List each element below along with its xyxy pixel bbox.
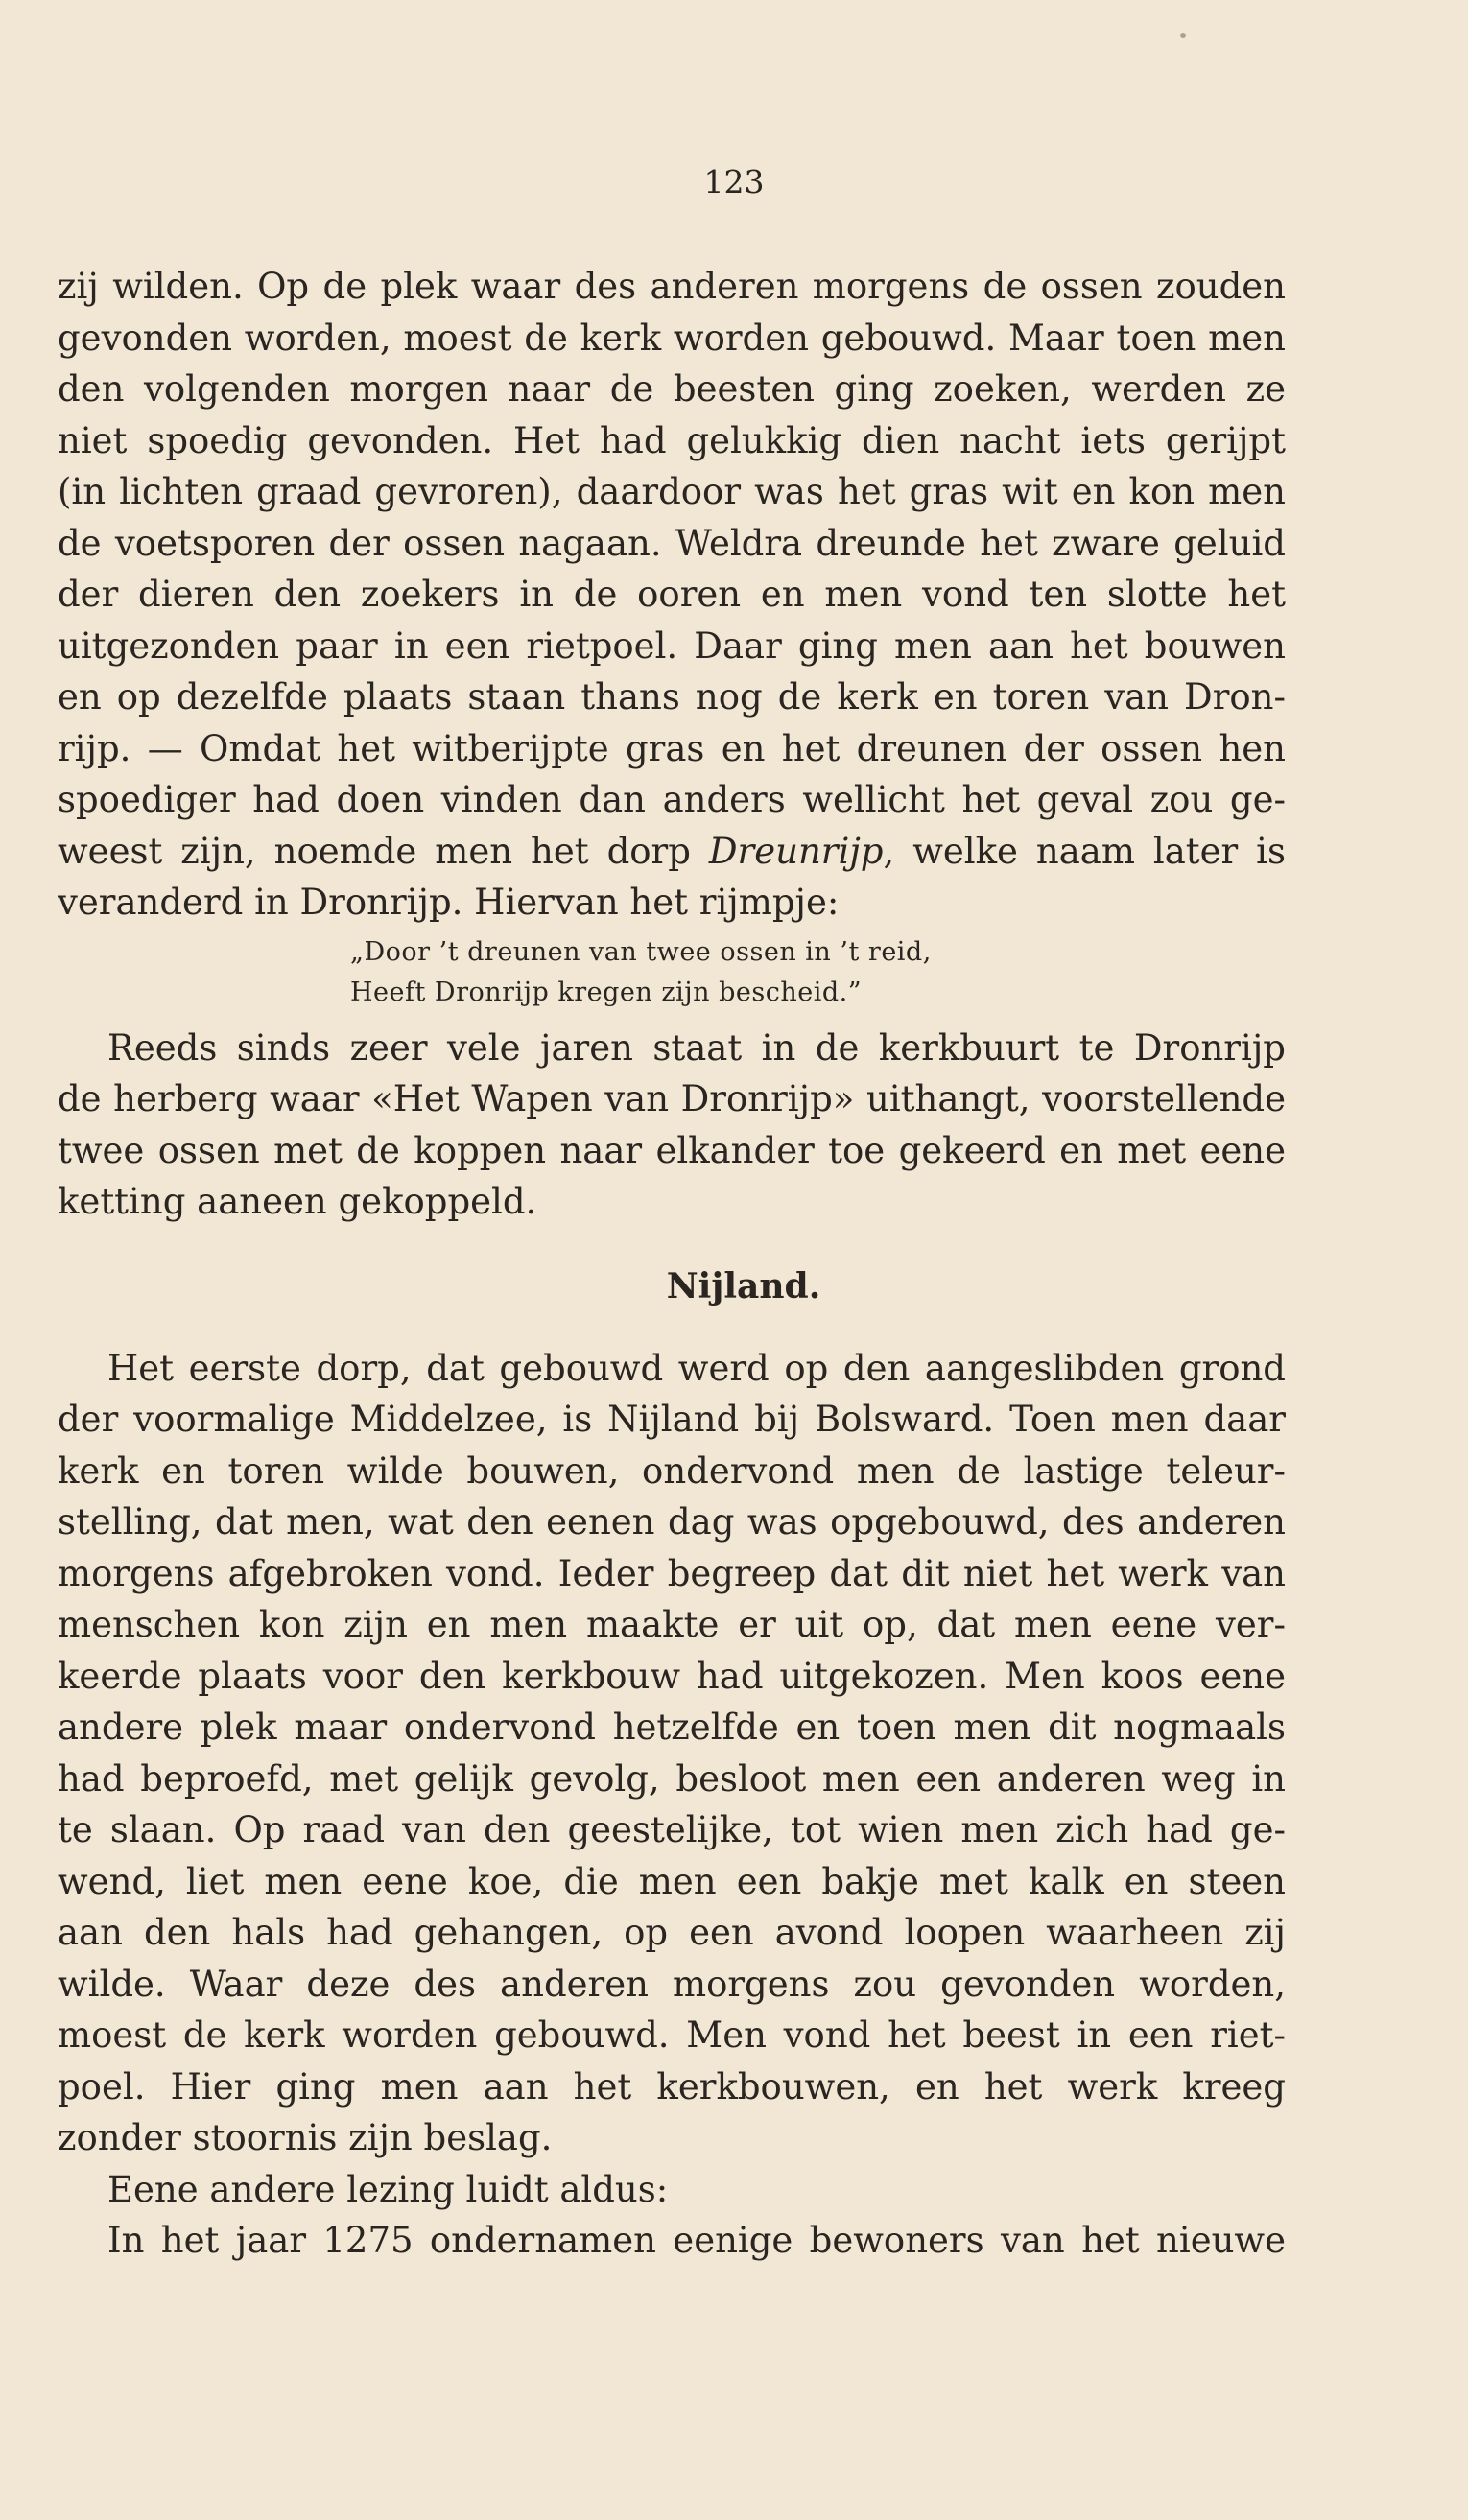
text-segment: , welke naam later is: [883, 830, 1286, 872]
text-line: de voetsporen der ossen nagaan. Weldra dreunde het zware geluid: [58, 522, 1286, 564]
rhyme-quote: [58, 932, 1286, 1013]
text-line: den volgenden morgen naar de beesten ging zoeken, werden ze: [58, 368, 1286, 410]
text-line: en op dezelfde plaats staan thans nog de kerk en toren van Dron-: [58, 676, 1286, 718]
text-line: zonder stoornis zijn beslag.: [58, 2117, 553, 2158]
paragraph-herberg: [58, 1023, 1286, 1228]
text-line-with-italic: [58, 826, 1286, 878]
text-line: spoediger had doen vinden dan anders wellicht het geval zou ge-: [58, 779, 1286, 820]
paragraph-jaar-1275: [58, 2215, 1286, 2267]
text-line: kerk en toren wilde bouwen, ondervond men de lastige teleur-: [58, 1449, 1286, 1492]
text-line: andere plek maar ondervond hetzelfde en toen men dit nogmaals: [58, 1707, 1286, 1748]
text-line: der dieren den zoekers in de ooren en men vond ten slotte het: [58, 574, 1286, 615]
text-line: zij wilden. Op de plek waar des anderen morgens de ossen zouden: [58, 266, 1286, 307]
text-line: aan den hals had gehangen, op een avond loopen waarheen zij: [58, 1912, 1286, 1953]
text-line: niet spoedig gevonden. Het had gelukkig dien nacht iets gerijpt: [58, 419, 1286, 461]
text-line: (in lichten graad gevroren), daardoor was het gras wit en kon men: [58, 471, 1286, 512]
text-line: menschen kon zijn en men maakte er uit op, dat men eene ver-: [58, 1604, 1286, 1645]
text-segment: weest zijn, noemde men het dorp: [58, 830, 709, 872]
text-line: stelling, dat men, wat den eenen dag was opgebouwd, des anderen: [58, 1501, 1286, 1543]
text-line: gevonden worden, moest de kerk worden gebouwd. Maar toen men: [58, 317, 1286, 359]
paragraph-nijland: [58, 1343, 1286, 2164]
text-line: uitgezonden paar in een rietpoel. Daar ging men aan het bouwen: [58, 624, 1286, 667]
text-line: morgens afgebroken vond. Ieder begreep dat dit niet het werk van: [58, 1552, 1286, 1594]
text-line: Het eerste dorp, dat gebouwd werd op den aangeslibden grond: [107, 1347, 1286, 1389]
rhyme-line: „Door ’t dreunen van twee ossen in ’t reid,: [350, 936, 932, 967]
text-line: ketting aaneen gekoppeld.: [58, 1181, 537, 1222]
italic-village-name: Dreunrijp: [708, 830, 884, 872]
page-number: 123: [703, 163, 765, 200]
text-line: poel. Hier ging men aan het kerkbouwen, en het werk kreeg: [58, 2065, 1286, 2108]
section-heading: Nijland.: [666, 1265, 821, 1307]
text-line: Eene andere lezing luidt aldus:: [107, 2168, 669, 2210]
text-line: wend, liet men eene koe, die men een bakje met kalk en steen: [58, 1860, 1286, 1902]
text-line: had beproefd, met gelijk gevolg, besloot men een anderen weg in: [58, 1757, 1286, 1800]
paper-speck: [1180, 33, 1186, 38]
rhyme-line: Heeft Dronrijp kregen zijn bescheid.”: [350, 977, 863, 1007]
text-line: keerde plaats voor den kerkbouw had uitgekozen. Men koos eene: [58, 1655, 1286, 1697]
text-line: wilde. Waar deze des anderen morgens zou gevonden worden,: [58, 1963, 1286, 2005]
text-line: de herberg waar «Het Wapen van Dronrijp» uithangt, voorstellende: [58, 1078, 1286, 1119]
text-line: rijp. — Omdat het witberijpte gras en het dreunen der ossen hen: [58, 727, 1286, 769]
paragraph-dronrijp-ending: [58, 261, 1286, 929]
text-line: twee ossen met de koppen naar elkander toe gekeerd en met eene: [58, 1129, 1286, 1171]
text-line: moest de kerk worden gebouwd. Men vond het beest in een riet-: [58, 2014, 1286, 2056]
text-line: Reeds sinds zeer vele jaren staat in de kerkbuurt te Dronrijp: [107, 1026, 1286, 1069]
text-line: der voormalige Middelzee, is Nijland bij Bolsward. Toen men daar: [58, 1399, 1286, 1440]
text-line: veranderd in Dronrijp. Hiervan het rijmpje:: [58, 882, 840, 923]
text-line: te slaan. Op raad van den geestelijke, tot wien men zich had ge-: [58, 1809, 1286, 1850]
paragraph-andere-lezing: [58, 2164, 1286, 2216]
text-line: In het jaar 1275 ondernamen eenige bewoners van het nieuwe: [107, 2220, 1286, 2261]
